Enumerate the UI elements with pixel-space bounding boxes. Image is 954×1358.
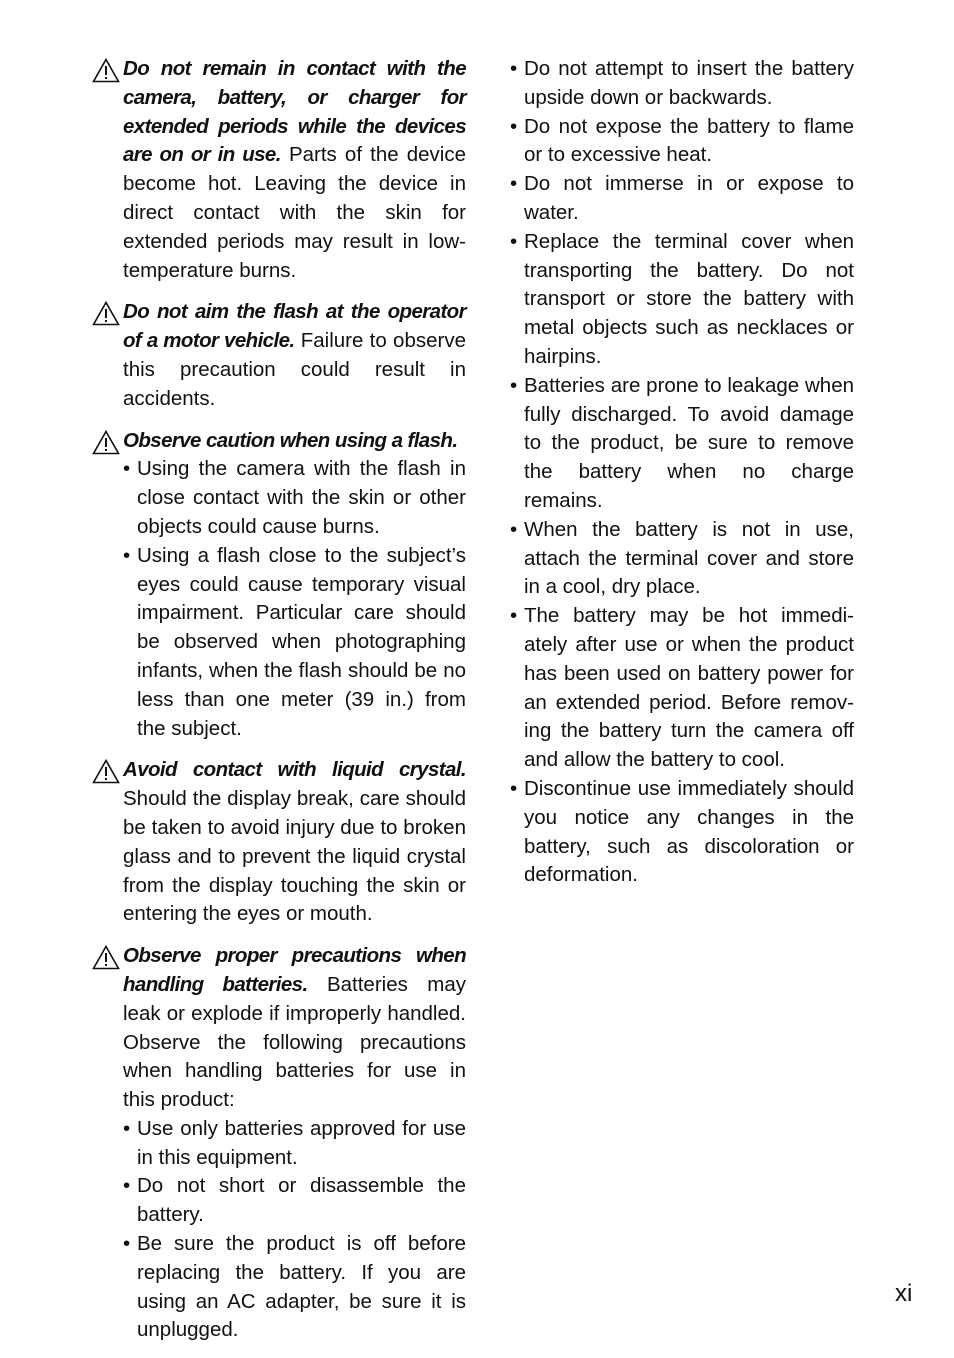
list-item: • Do not short or disassemble the battery.: [123, 1172, 466, 1230]
warning-body: Batteries may leak or explode if improperly handled. Observe the following precautions when handling batteries for use in this product:: [123, 972, 466, 1112]
list-item: • The battery may be hot immedi-ately after use or when the product has been used on battery power for an extended period. Before remov-ing the battery turn the camera off and allow the battery to cool.: [510, 602, 854, 775]
warning-body: Failure to observe this precaution could result in accidents.: [123, 329, 466, 410]
list-item: • Replace the terminal cover when transporting the battery. Do not transport or store the battery with metal objects such as necklaces or hairpins.: [510, 228, 854, 372]
warning-heading: Observe proper precautions when handling batteries.: [123, 944, 466, 996]
list-item: • When the battery is not in use, attach the terminal cover and store in a cool, dry place.: [510, 516, 854, 602]
warning-triangle-icon: [92, 945, 120, 970]
warning-flash-caution: [92, 427, 466, 744]
warning-heading: Do not remain in contact with the camera, battery, or charger for extended periods while the devices are on or in use.: [123, 57, 466, 167]
right-column: [510, 55, 854, 890]
list-item: • Using the camera with the flash in close contact with the skin or other objects could cause burns.: [123, 455, 466, 541]
warning-liquid-crystal: [92, 756, 466, 929]
warning-triangle-icon: [92, 58, 120, 83]
warning-flash-at-driver: [92, 298, 466, 413]
page-number: xi: [895, 1280, 913, 1307]
list-item: • Using a flash close to the subject’s eyes could cause temporary visual impairment. Particular care should be observed when photographing infants, when the flash should be no less than one meter (39 in.) from the subject.: [123, 542, 466, 744]
warning-heading: Observe caution when using a flash.: [123, 428, 458, 452]
warning-body: Should the display break, care should be taken to avoid injury due to broken glass and to prevent the liquid crystal from the display touching the skin or entering the eyes or mouth.: [123, 787, 466, 926]
warning-batteries: [92, 942, 466, 1345]
warning-triangle-icon: [92, 759, 120, 784]
list-item: • Discontinue use immediately should you notice any changes in the battery, such as discoloration or deformation.: [510, 775, 854, 890]
left-column: [92, 55, 466, 1358]
warning-heading: Avoid contact with liquid crystal.: [123, 758, 466, 782]
list-item: • Batteries are prone to leakage when fully discharged. To avoid damage to the product, be sure to remove the battery when no charge remains.: [510, 372, 854, 516]
warning-triangle-icon: [92, 430, 120, 455]
battery-precautions-list: [510, 55, 854, 890]
warning-body: Parts of the device become hot. Leaving the device in direct contact with the skin for extended periods may result in low-temperature burns.: [123, 143, 466, 282]
warning-contact-with-devices: [92, 55, 466, 285]
flash-bullet-list: [123, 455, 466, 743]
warning-triangle-icon: [92, 301, 120, 326]
list-item: • Do not immerse in or expose to water.: [510, 170, 854, 228]
list-item: • Be sure the product is off before replacing the battery. If you are using an AC adapter, be sure it is unplugged.: [123, 1230, 466, 1345]
list-item: • Do not attempt to insert the battery upside down or backwards.: [510, 55, 854, 113]
battery-bullet-list: [123, 1115, 466, 1345]
list-item: • Do not expose the battery to flame or to excessive heat.: [510, 113, 854, 171]
warning-heading: Do not aim the flash at the operator of a motor vehicle.: [123, 300, 466, 353]
list-item: • Use only batteries approved for use in this equipment.: [123, 1115, 466, 1173]
